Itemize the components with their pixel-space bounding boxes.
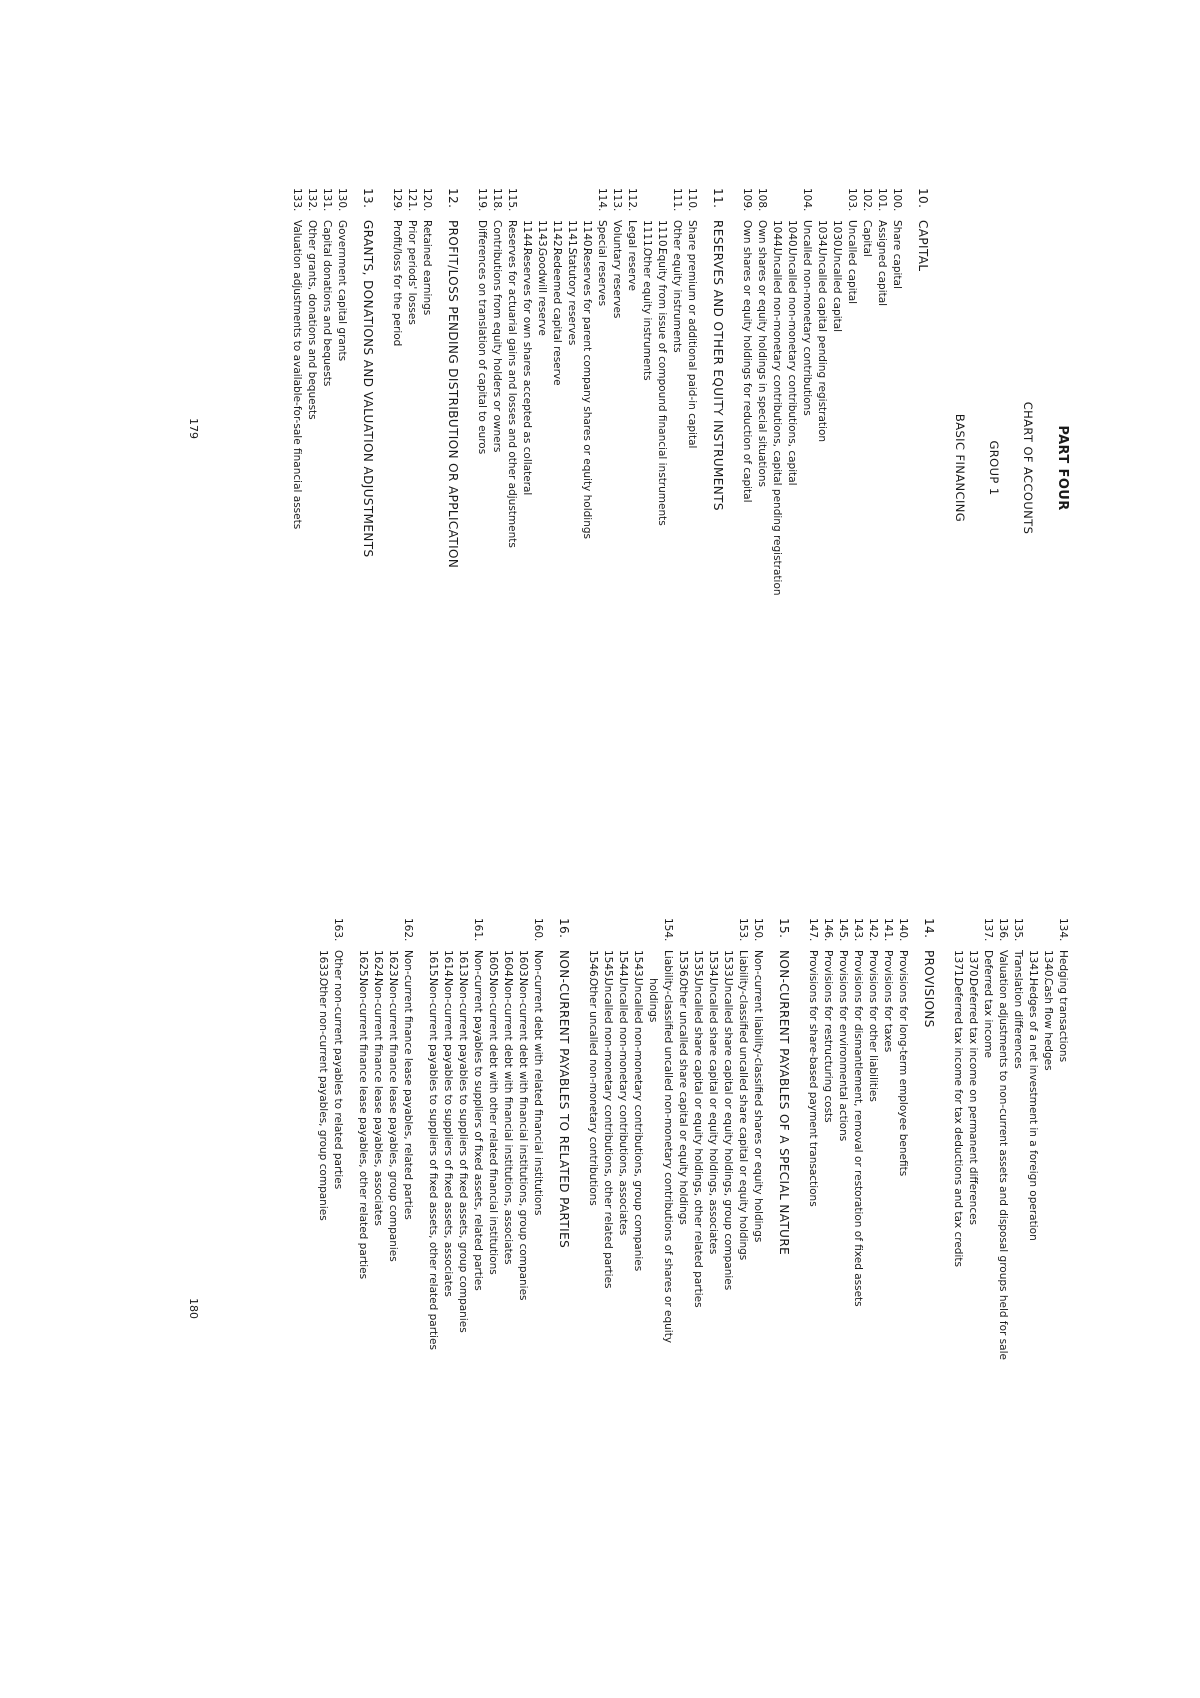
group-name: BASIC FINANCING [953,413,967,523]
account-code: 120. [421,188,433,212]
account-name: Non-current finance lease payables, other related parties [357,978,369,1280]
subaccount-row [564,188,579,868]
account-name: Reserves for parent company shares or equity holdings [581,248,593,540]
account-name: Non-current finance lease payables, group companies [387,978,399,1262]
account-code [425,918,440,950]
account-code: 108. [756,188,768,212]
account-name: Non-current finance lease payables, associates [372,978,384,1226]
account-code [705,918,720,950]
account-code [519,188,534,220]
account-row [859,188,874,868]
subaccount-row [579,188,594,868]
account-name: Non-current payables to suppliers of fixed assets, associates [442,978,454,1297]
subaccount-code: 1371. [952,950,964,981]
account-row [470,918,485,1698]
account-group [739,188,930,868]
subaccount-row [615,918,630,1698]
subaccount-code: 1633. [317,950,329,981]
subaccount-code: 1110. [656,220,668,251]
account-row [684,188,699,868]
chart-title: CHART OF ACCOUNTS [1021,401,1035,535]
subaccount-code: 1370. [967,950,979,981]
group-label: GROUP 1 [987,440,1001,496]
subaccount-code: 1534. [707,950,719,981]
subaccount-code: 1141. [566,220,578,251]
account-code [1040,918,1055,950]
account-name: Provisions for long-term employee benefits [897,950,909,1177]
account-name: Hedges of a net investment in a foreign operation [1027,978,1039,1241]
account-name: Non-current payables to suppliers of fixed assets, related parties [472,950,484,1291]
subaccount-row [425,918,440,1698]
account-name: Uncalled capital [831,248,843,333]
account-name: Deferred tax income [982,950,994,1058]
group-name: GRANTS, DONATIONS AND VALUATION ADJUSTMENTS [361,220,375,558]
account-code [355,918,370,950]
subaccount-row [705,918,720,1698]
account-name: Non-current payables to suppliers of fixed assets, other related parties [427,978,439,1350]
account-code: 160. [532,918,544,942]
account-name: Share premium or additional paid-in capital [686,220,698,449]
account-name: Other non-current payables, group companies [317,978,329,1221]
account-code [630,918,645,950]
account-row [889,188,904,868]
subaccount-code: 1143. [536,220,548,251]
account-name: Provisions for share-based payment transactions [807,950,819,1207]
account-code [455,918,470,950]
subaccount-code: 1543. [632,950,644,981]
subaccount-code: 1613. [457,950,469,981]
account-row [304,188,319,868]
subaccount-row [485,918,500,1698]
account-code [690,918,705,950]
account-row [289,188,304,868]
account-name: Government capital grants [336,220,348,362]
account-code [829,188,844,220]
subaccount-code: 1544. [617,950,629,981]
account-name: Special reserves [596,220,608,307]
account-name: Own shares or equity holdings in special situations [756,220,768,487]
group-name: PROFIT/LOSS PENDING DISTRIBUTION OR APPLICATION [446,220,460,569]
account-code: 143. [852,918,864,942]
page-180 [160,898,1100,1698]
account-name: Provisions for restructuring costs [822,950,834,1123]
subaccount-row [1025,918,1040,1698]
account-code [784,188,799,220]
page-number: 179 [187,418,200,439]
account-code: 142. [867,918,879,942]
page-179 [160,98,1100,878]
subaccount-row [519,188,534,868]
account-code: 102. [861,188,873,212]
account-name: Non-current debt with financial institutions, group companies [517,978,529,1301]
account-name: Deferred tax income for tax deductions and tax credits [952,978,964,1267]
account-code: 115. [506,188,518,212]
account-row [489,188,504,868]
account-code [564,188,579,220]
part-title: PART FOUR [1055,425,1070,511]
account-code [585,918,600,950]
subaccount-code: 1533. [722,950,734,981]
account-name: Provisions for environmental actions [837,950,849,1142]
account-code: 135. [1012,918,1024,942]
account-name: Uncalled share capital or equity holdings, associates [707,978,719,1255]
continued-accounts [950,918,1070,1698]
account-row [865,918,880,1698]
account-name: Non-current payables to suppliers of fixed assets, group companies [457,978,469,1333]
group-code: 11. [711,188,725,209]
account-code: 154. [662,918,674,942]
account-name: Retained earnings [421,220,433,316]
subaccount-code: 1624. [372,950,384,981]
account-name: Capital [861,220,873,257]
subaccount-row [500,918,515,1698]
account-code [814,188,829,220]
account-code: 129. [391,188,403,212]
account-name: Valuation adjustments to available-for-sale financial assets [291,220,303,530]
account-name: Goodwill reserve [536,248,548,336]
account-name: Equity from issue of compound financial instruments [656,248,668,526]
subaccount-code: 1615. [427,950,439,981]
account-row [874,188,889,868]
subaccount-row [549,188,564,868]
subaccount-row [370,918,385,1698]
account-row [754,188,769,868]
account-name: Uncalled capital [846,220,858,305]
account-name: Liability-classified uncalled non-monetary contributions of shares or equity [662,950,674,1344]
subaccount-row [675,918,690,1698]
account-name: Provisions for taxes [882,950,894,1053]
subaccount-code: 1111. [641,220,653,251]
account-name: Reserves for actuarial gains and losses and other adjustments [506,220,518,548]
subaccount-row [534,188,549,868]
account-row [389,188,404,868]
account-name: Own shares or equity holdings for reduction of capital [741,220,753,503]
account-row [624,188,639,868]
account-name: Uncalled capital pending registration [816,248,828,443]
account-name: Provisions for dismantlement, removal or restoration of fixed assets [852,950,864,1307]
account-name: Non-current debt with financial institutions, associates [502,978,514,1265]
account-name: Other equity instruments [671,220,683,353]
account-code [965,918,980,950]
account-row [419,188,434,868]
subaccount-code: 1536. [677,950,689,981]
part-heading [933,298,1070,638]
group-name: NON-CURRENT PAYABLES OF A SPECIAL NATURE [777,950,791,1256]
account-code: 131. [321,188,333,212]
account-code [385,918,400,950]
account-row [739,188,754,868]
account-name: Share capital [891,220,903,289]
account-name: Differences on translation of capital to euros [476,220,488,455]
account-name: Legal reserve [626,220,638,291]
account-row [330,918,345,1698]
group-code: 10. [916,188,930,209]
indent-spacer [645,950,660,978]
group-code: 15. [777,918,791,939]
account-name: Non-current debt with related financial institutions [532,950,544,1216]
account-code: 145. [837,918,849,942]
account-row [334,188,349,868]
subaccount-row [639,188,654,868]
subaccount-row [585,918,600,1698]
account-name: Redeemed capital reserve [551,248,563,386]
account-row [319,188,334,868]
group-name: CAPITAL [916,220,930,272]
account-name: Other uncalled non-monetary contributions [587,978,599,1206]
subaccount-row [315,918,330,1698]
subaccount-row [515,918,530,1698]
account-code: 130. [336,188,348,212]
subaccount-row [690,918,705,1698]
account-group [389,188,460,868]
account-row [750,918,765,1698]
account-row [980,918,995,1698]
subaccount-row [440,918,455,1698]
account-name: Uncalled non-monetary contributions, associates [617,978,629,1236]
subaccount-code: 1614. [442,950,454,981]
account-code [549,188,564,220]
subaccount-row [814,188,829,868]
account-code: 140. [897,918,909,942]
subaccount-code: 1603. [517,950,529,981]
subaccount-row [769,188,784,868]
account-code: 104. [801,188,813,212]
subaccount-code: 1546. [587,950,599,981]
account-name: Non-current liability-classified shares or equity holdings [752,950,764,1243]
subaccount-row [385,918,400,1698]
account-name: Liability-classified uncalled share capital or equity holdings [737,950,749,1261]
account-code [440,918,455,950]
account-code [720,918,735,950]
account-code: 146. [822,918,834,942]
group-name: NON-CURRENT PAYABLES TO RELATED PARTIES [557,950,571,1249]
account-code: 147. [807,918,819,942]
account-code: 114. [596,188,608,212]
account-name: Profit/loss for the period [391,220,403,347]
account-row [400,918,415,1698]
account-row [1010,918,1025,1698]
account-row [1055,918,1070,1698]
subaccount-row [784,188,799,868]
group-name: RESERVES AND OTHER EQUITY INSTRUMENTS [711,220,725,511]
account-name: Uncalled non-monetary contributions [801,220,813,416]
account-name: holdings [647,978,659,1023]
subaccount-code: 1341. [1027,950,1039,981]
account-code: 118. [491,188,503,212]
account-row [594,188,609,868]
account-code: 133. [291,188,303,212]
subaccount-row [950,918,965,1698]
account-code: 163. [332,918,344,942]
account-row [835,918,850,1698]
account-code [600,918,615,950]
subaccount-code: 1040. [786,220,798,251]
account-name: Other uncalled share capital or equity holdings [677,978,689,1225]
account-name: Uncalled non-monetary contributions, group companies [632,978,644,1272]
account-row [895,918,910,1698]
account-group [474,188,725,868]
account-code [515,918,530,950]
account-name: Capital donations and bequests [321,220,333,387]
group-title [916,188,930,868]
account-code: 121. [406,188,418,212]
account-name: Other grants, donations and bequests [306,220,318,420]
account-group [805,918,936,1698]
account-code [534,188,549,220]
subaccount-row [455,918,470,1698]
subaccount-code: 1140. [581,220,593,251]
account-groups-left [275,188,930,868]
account-code: 111. [671,188,683,212]
group-title [711,188,725,868]
group-title [777,918,791,1698]
subaccount-row [654,188,669,868]
account-row [669,188,684,868]
subaccount-code: 1535. [692,950,704,981]
account-name: Other non-current payables to related parties [332,950,344,1190]
account-code [769,188,784,220]
account-row [504,188,519,868]
group-code: 14. [922,918,936,939]
account-row [799,188,814,868]
account-code [485,918,500,950]
account-code: 109. [741,188,753,212]
account-name: Assigned capital [876,220,888,307]
group-name: PROVISIONS [922,950,936,1028]
subaccount-code: 1340. [1042,950,1054,981]
account-name: Uncalled share capital or equity holdings, other related parties [692,978,704,1308]
account-name: Prior periods' losses [406,220,418,325]
subaccount-row [630,918,645,1698]
group-title [361,188,375,868]
account-code: 103. [846,188,858,212]
account-group [315,918,571,1698]
account-row [995,918,1010,1698]
account-name: Provisions for other liabilities [867,950,879,1102]
account-name: Cash flow hedges [1042,978,1054,1071]
page-number: 180 [187,1298,200,1319]
account-name: Contributions from equity holders or owners [491,220,503,453]
account-row [850,918,865,1698]
subaccount-code: 1545. [602,950,614,981]
account-code: 110. [686,188,698,212]
account-name: Voluntary reserves [611,220,623,319]
subaccount-code: 1605. [487,950,499,981]
account-code: 112. [626,188,638,212]
account-code: 162. [402,918,414,942]
subaccount-row [1040,918,1055,1698]
account-code [500,918,515,950]
account-name: Uncalled share capital or equity holdings, group companies [722,978,734,1291]
subaccount-code: 1142. [551,220,563,251]
account-row [474,188,489,868]
account-code [675,918,690,950]
account-code: 101. [876,188,888,212]
subaccount-row [965,918,980,1698]
account-code [370,918,385,950]
account-code [950,918,965,950]
subaccount-code: 1144. [521,220,533,251]
subaccount-row [829,188,844,868]
account-code [654,188,669,220]
account-code [639,188,654,220]
account-group [585,918,791,1698]
account-code: 136. [997,918,1009,942]
account-row [404,188,419,868]
account-name: Deferred tax income on permanent differences [967,978,979,1226]
account-code: 100. [891,188,903,212]
account-row [645,918,660,1698]
account-row [530,918,545,1698]
account-row [609,188,624,868]
account-name: Non-current finance lease payables, related parties [402,950,414,1220]
account-name: Uncalled non-monetary contributions, capital [786,248,798,486]
account-group [289,188,375,868]
account-code: 134. [1057,918,1069,942]
account-code: 119. [476,188,488,212]
account-name: Uncalled non-monetary contributions, other related parties [602,978,614,1289]
subaccount-code: 1030. [831,220,843,251]
account-name: Uncalled non-monetary contributions, capital pending registration [771,248,783,596]
account-code [1025,918,1040,950]
group-title [557,918,571,1698]
group-title [922,918,936,1698]
group-code: 12. [446,188,460,209]
account-code [315,918,330,950]
account-code [579,188,594,220]
account-code: 113. [611,188,623,212]
group-code: 16. [557,918,571,939]
subaccount-code: 1034. [816,220,828,251]
account-code: 161. [472,918,484,942]
book-spread [140,98,1100,1698]
subaccount-row [600,918,615,1698]
group-title [446,188,460,868]
account-name: Other equity instruments [641,248,653,381]
account-groups-right [301,918,1070,1698]
account-code: 137. [982,918,994,942]
group-code: 13. [361,188,375,209]
subaccount-row [720,918,735,1698]
subaccount-code: 1044. [771,220,783,251]
account-row [735,918,750,1698]
account-name: Non-current debt with other related financial institutions [487,978,499,1275]
account-code: 141. [882,918,894,942]
account-row [660,918,675,1698]
account-name: Hedging transactions [1057,950,1069,1063]
subaccount-code: 1604. [502,950,514,981]
account-code: 132. [306,188,318,212]
account-code: 153. [737,918,749,942]
account-row [805,918,820,1698]
account-row [880,918,895,1698]
account-code [645,918,660,950]
account-row [844,188,859,868]
account-name: Translation differences [1012,950,1024,1069]
account-code: 150. [752,918,764,942]
account-code [615,918,630,950]
subaccount-row [355,918,370,1698]
subaccount-code: 1625. [357,950,369,981]
account-name: Statutory reserves [566,248,578,346]
account-row [820,918,835,1698]
account-name: Valuation adjustments to non-current assets and disposal groups held for sale [997,950,1009,1360]
account-name: Reserves for own shares accepted as collateral [521,248,533,496]
subaccount-code: 1623. [387,950,399,981]
